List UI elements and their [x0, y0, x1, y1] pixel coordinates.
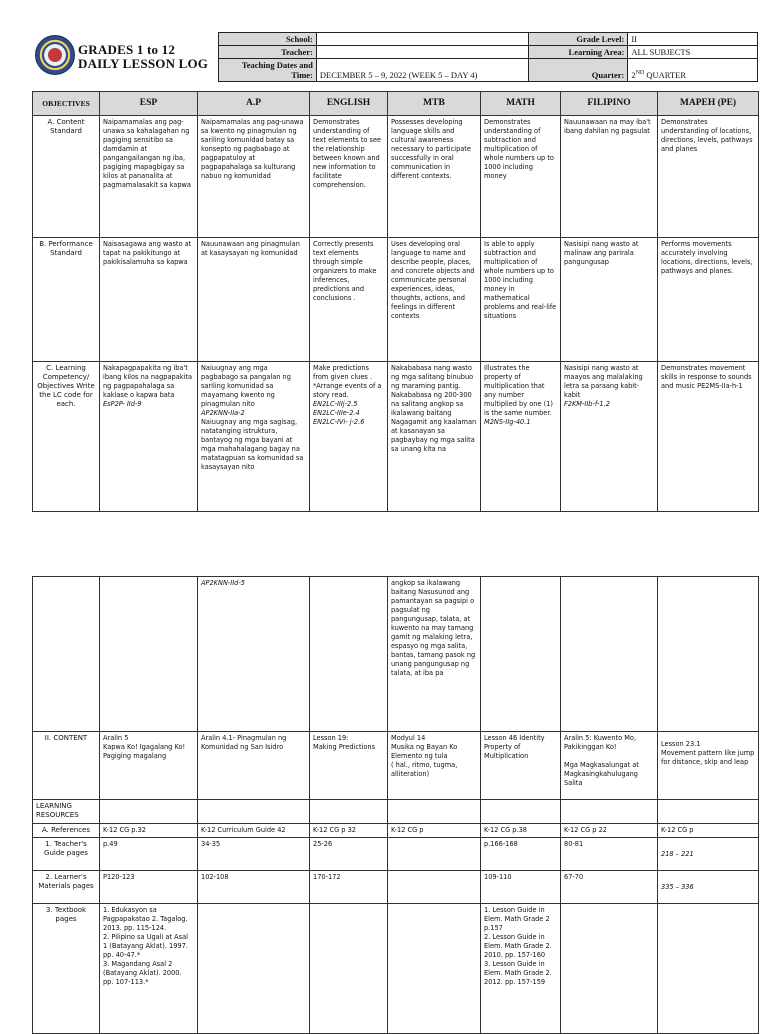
cell-filipino	[561, 904, 658, 1034]
cell-esp: Naisasagawa ang wasto at tapat na pakikitungo at pakikisalamuha sa kapwa	[100, 238, 198, 362]
grade-level-value: II	[628, 33, 758, 46]
col-header-math: MATH	[481, 92, 561, 116]
lesson-log-table-page-2	[32, 576, 759, 1034]
cell-english: Correctly presents text elements through simple organizers to make inferences, predictions and conclusions .	[310, 238, 388, 362]
col-header-esp: ESP	[100, 92, 198, 116]
cell-mapeh	[658, 904, 759, 1034]
cell-math: p.166-168	[481, 838, 561, 871]
cell-filipino: Nasisipi nang wasto at maayos ang malalaking letra sa paraang kabit-kabit F2KM-IIb-f-1.2	[561, 362, 658, 512]
cell-ap: AP2KNN-IId-5	[198, 577, 310, 732]
row-label-teachers-guide: 1. Teacher's Guide pages	[33, 838, 100, 871]
cell-filipino: Aralin 5: Kuwento Mo, Pakikinggan Ko! Mga Magkasalungat at Magkasingkahulugang Salita	[561, 732, 658, 800]
cell-math: K-12 CG p.38	[481, 824, 561, 838]
table-row	[33, 116, 759, 238]
table-row	[33, 577, 759, 732]
cell-ap: Nauunawaan ang pinagmulan at kasaysayan ng komunidad	[198, 238, 310, 362]
quarter-label: Quarter:	[528, 59, 628, 82]
cell-math	[481, 577, 561, 732]
teacher-label: Teacher:	[219, 46, 317, 59]
table-row	[33, 824, 759, 838]
cell-math: Is able to apply subtraction and multiplication of whole numbers up to 1000 including money in mathematical problems and real-life situations	[481, 238, 561, 362]
cell-filipino: Nasisipi nang wasto at malinaw ang parirala pangungusap	[561, 238, 658, 362]
cell-filipino: K-12 CG p 22	[561, 824, 658, 838]
table-row	[33, 800, 759, 824]
cell-esp: p.49	[100, 838, 198, 871]
row-label-performance-standard: B. Performance Standard	[33, 238, 100, 362]
row-label-learners-materials: 2. Learner's Materials pages	[33, 871, 100, 904]
row-label-references: A. References	[33, 824, 100, 838]
cell-esp: 1. Edukasyon sa Pagpapakatao 2. Tagalog. 2013. pp. 115-124. 2. Pilipino sa Ugali at Asal 1 (Batayang Aklat). 1997. pp. 40-47.* 3. Magandang Asal 2 (Batayang Aklat). 2000. pp. 107-113.*	[100, 904, 198, 1034]
col-header-mtb: MTB	[388, 92, 481, 116]
school-value	[316, 33, 528, 46]
table-row	[33, 362, 759, 512]
cell-english: K-12 CG p 32	[310, 824, 388, 838]
row-label-content: II. CONTENT	[33, 732, 100, 800]
col-header-filipino: FILIPINO	[561, 92, 658, 116]
cell-mapeh: 335 – 336	[658, 871, 759, 904]
cell-esp: Naipamamalas ang pag-unawa sa kahalagahan ng pagiging sensitibo sa damdamin at pangangailangan ng iba, pagiging mapagbigay sa kilos at pananalita at pagmamalasakit sa kapwa	[100, 116, 198, 238]
cell-mapeh: Demonstrates movement skills in response to sounds and music PE2MS-IIa-h-1	[658, 362, 759, 512]
title-line-1: GRADES 1 to 12	[78, 42, 176, 57]
cell-mapeh: K-12 CG p	[658, 824, 759, 838]
cell-math: 109-110	[481, 871, 561, 904]
table-row	[33, 732, 759, 800]
cell-ap: Naipamamalas ang pag-unawa sa kwento ng pinagmulan ng sariling komunidad batay sa konsepto ng pagbabago at pagpapatuloy at pagpapahalaga sa kulturang nabuo ng komunidad	[198, 116, 310, 238]
row-label-textbook: 3. Textbook pages	[33, 904, 100, 1034]
cell-filipino: 80-81	[561, 838, 658, 871]
table-row	[33, 871, 759, 904]
cell-ap	[198, 904, 310, 1034]
cell-filipino: 67-70	[561, 871, 658, 904]
cell-objectives-cont	[33, 577, 100, 732]
col-header-objectives: OBJECTIVES	[33, 92, 100, 116]
cell-english: Lesson 19: Making Predictions	[310, 732, 388, 800]
cell-mapeh	[658, 577, 759, 732]
cell-mtb: Uses developing oral language to name and describe people, places, and concrete objects and communicate personal experiences, ideas, thoughts, actions, and feelings in different contexts	[388, 238, 481, 362]
cell-mapeh: Demonstrates understanding of locations, directions, levels, pathways and planes	[658, 116, 759, 238]
col-header-mapeh: MAPEH (PE)	[658, 92, 759, 116]
table-row	[33, 838, 759, 871]
cell-esp: Aralin 5 Kapwa Ko! Igagalang Ko! Pagiging magalang	[100, 732, 198, 800]
lesson-log-table-page-1	[32, 91, 759, 512]
cell-mtb: Nakababasa nang wasto ng mga salitang binubuo ng maraming pantig. Nakababasa ng 200-300 na salitang angkop sa ikalawang baitang Nagagamit ang kaalaman at kasanayan sa pagbaybay ng mga salita sa unang kita na	[388, 362, 481, 512]
cell-mapeh: 218 – 221	[658, 838, 759, 871]
cell-esp: Nakapagpapakita ng iba't ibang kilos na nagpapakita ng pagpapahalaga sa kaklase o kapwa bata EsP2P- IId-9	[100, 362, 198, 512]
cell-esp	[100, 577, 198, 732]
learning-area-label: Learning Area:	[528, 46, 628, 59]
teaching-dates-label: Teaching Dates and Time:	[219, 59, 317, 82]
cell-math: Illustrates the property of multiplication that any number multiplied by one (1) is the same number. M2NS-IIg-40.1	[481, 362, 561, 512]
cell-math: Lesson 46 Identity Property of Multiplication	[481, 732, 561, 800]
table-row	[33, 238, 759, 362]
teaching-dates-value: DECEMBER 5 – 9, 2022 (WEEK 5 – DAY 4)	[316, 59, 528, 82]
school-label: School:	[219, 33, 317, 46]
cell-mtb: angkop sa ikalawang baitang Nasusunod ang pamantayan sa pagsipi o pagsulat ng pangungusap, talata, at kuwento na may tamang gamit ng malaking letra, espasyo ng mga salita, bantas, tamang pasok ng unang pangungusap ng talata, at iba pa	[388, 577, 481, 732]
row-label-content-standard: A. Content Standard	[33, 116, 100, 238]
cell-esp: P120-123	[100, 871, 198, 904]
cell-english: 25-26	[310, 838, 388, 871]
row-label-learning-competency: C. Learning Competency/ Objectives Write the LC code for each.	[33, 362, 100, 512]
cell-filipino: Nauunawaan na may iba't ibang dahilan ng pagsulat	[561, 116, 658, 238]
title-line-2: DAILY LESSON LOG	[78, 56, 209, 71]
cell-ap: K-12 Curriculum Guide 42	[198, 824, 310, 838]
cell-ap: 102-108	[198, 871, 310, 904]
teacher-value	[316, 46, 528, 59]
deped-seal-logo	[35, 35, 75, 75]
cell-mtb	[388, 838, 481, 871]
header-info-table	[218, 32, 758, 82]
cell-mtb: Possesses developing language skills and cultural awareness necessary to participate successfully in oral communication in different contexts.	[388, 116, 481, 238]
cell-mtb: Modyul 14 Musika ng Bayan Ko Elemento ng tula ( hal., ritmo, tugma, alliteration)	[388, 732, 481, 800]
cell-english: Demonstrates understanding of text elements to see the relationship between known and new information to facilitate comprehension.	[310, 116, 388, 238]
cell-ap: Naiuugnay ang mga pagbabago sa pangalan ng sariling komunidad sa mayamang kwento ng pinagmulan nito AP2KNN-IIa-2 Naiuugnay ang mga sagisag, natatanging istruktura, bantayog ng mga bayani at mga mahahalagang bagay na matatagpuan sa komunidad sa kasaysayan nito	[198, 362, 310, 512]
col-header-english: ENGLISH	[310, 92, 388, 116]
cell-esp: K-12 CG p.32	[100, 824, 198, 838]
cell-mtb	[388, 904, 481, 1034]
quarter-value: 2ND QUARTER	[628, 59, 758, 82]
row-label-learning-resources: LEARNING RESOURCES	[33, 800, 100, 824]
cell-math: 1. Lesson Guide in Elem. Math Grade 2 p.157 2. Lesson Guide in Elem. Math Grade 2. 2010. pp. 157-160 3. Lesson Guide in Elem. Math Grade 2. 2012. pp. 157-159	[481, 904, 561, 1034]
cell-mapeh: Lesson 23.1 Movement pattern like jump for distance, skip and leap	[658, 732, 759, 800]
grade-level-label: Grade Level:	[528, 33, 628, 46]
learning-area-value: ALL SUBJECTS	[628, 46, 758, 59]
col-header-ap: A.P	[198, 92, 310, 116]
cell-filipino	[561, 577, 658, 732]
document-header	[32, 32, 758, 80]
cell-math: Demonstrates understanding of subtraction and multiplication of whole numbers up to 1000 including money	[481, 116, 561, 238]
cell-ap: Aralin 4.1- Pinagmulan ng Komunidad ng San Isidro	[198, 732, 310, 800]
table-row	[33, 904, 759, 1034]
cell-english	[310, 577, 388, 732]
cell-english	[310, 904, 388, 1034]
cell-english: 170-172	[310, 871, 388, 904]
cell-mtb	[388, 871, 481, 904]
cell-mtb: K-12 CG p	[388, 824, 481, 838]
cell-ap: 34-35	[198, 838, 310, 871]
cell-mapeh: Performs movements accurately involving locations, directions, levels, pathways and planes.	[658, 238, 759, 362]
cell-english: Make predictions from given clues . *Arrange events of a story read. EN2LC-IIIj-2.5 EN2LC-IIIe-2.4 EN2LC-IVi- j-2.6	[310, 362, 388, 512]
